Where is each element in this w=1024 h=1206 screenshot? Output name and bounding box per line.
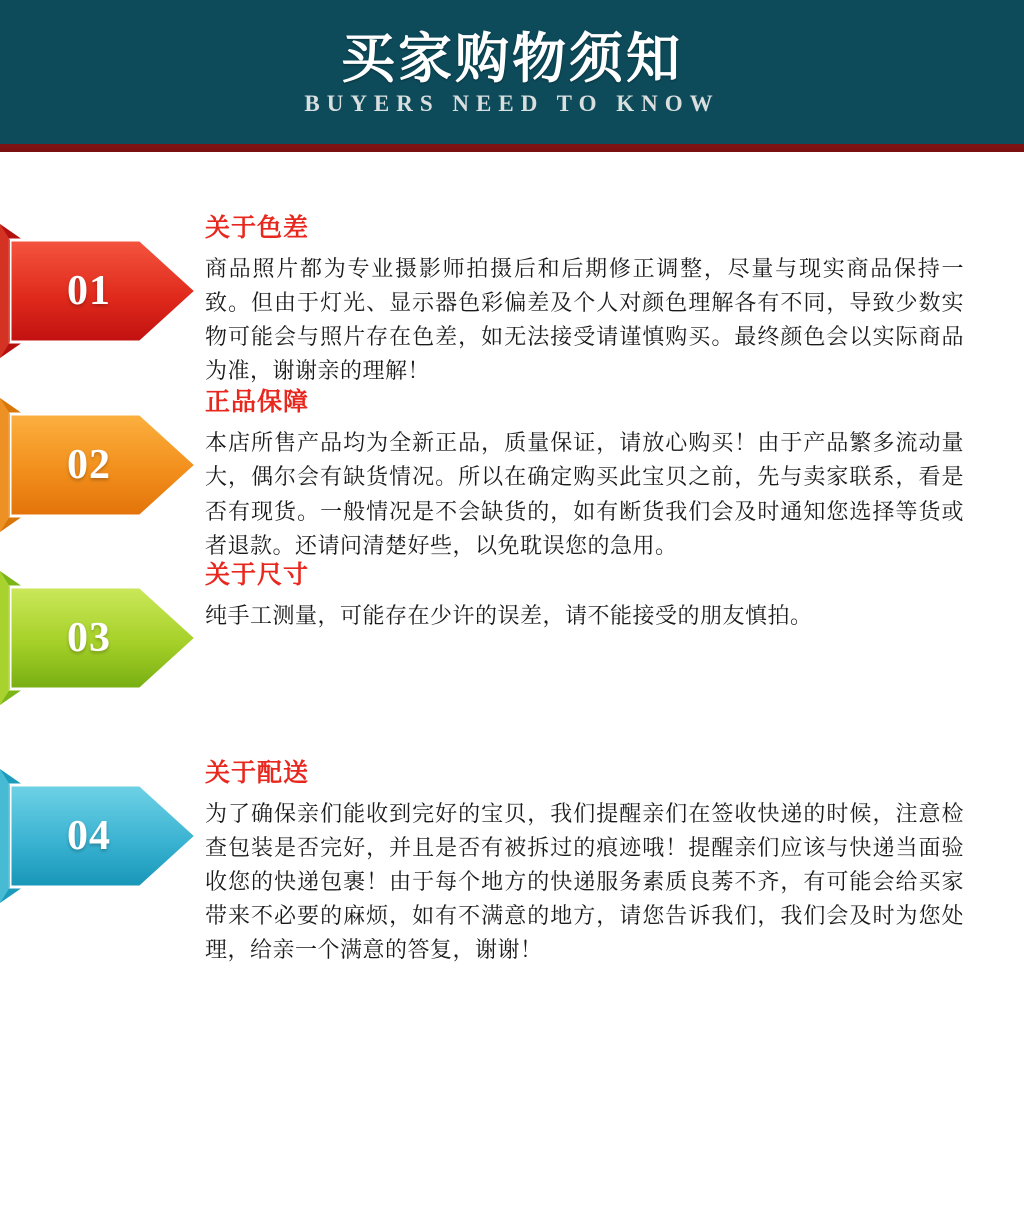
section-title: 关于色差 [205, 214, 310, 242]
notice-section [0, 202, 1024, 388]
arrow-badge-02 [0, 376, 205, 554]
section-number: 02 [67, 442, 111, 489]
section-number: 01 [67, 268, 111, 314]
section-text [205, 747, 1024, 967]
notice-section [0, 747, 1024, 967]
section-text [205, 376, 1024, 562]
section-body: 纯手工测量，可能存在少许的误差，请不能接受的朋友慎拍。 [205, 602, 813, 628]
section-body: 商品照片都为专业摄影师拍摄后和后期修正调整，尽量与现实商品保持一致。但由于灯光、显示器色彩偏差及个人对颜色理解各有不同，导致少数实物可能会与照片存在色差，如无法接受请谨慎购买。最终颜色会以实际商品为准，谢谢亲的理解！ [205, 256, 964, 384]
notice-section [0, 549, 1024, 727]
section-title: 关于尺寸 [205, 560, 310, 589]
section-title: 关于配送 [205, 758, 310, 787]
banner-bottom-rule [0, 144, 1024, 148]
banner-title: 买家购物须知 [341, 28, 683, 89]
section-text [205, 202, 1024, 388]
arrow-badge-03 [0, 549, 205, 727]
section-text [205, 549, 1024, 633]
banner-subtitle: BUYERS NEED TO KNOW [304, 91, 720, 117]
section-title: 正品保障 [205, 388, 310, 417]
arrow-badge-04 [0, 747, 205, 925]
arrow-badge-01 [0, 202, 205, 380]
page-header-banner [0, 0, 1024, 152]
section-body: 为了确保亲们能收到完好的宝贝，我们提醒亲们在签收快递的时候，注意检查包装是否完好，并且是否有被拆过的痕迹哦！提醒亲们应该与快递当面验收您的快递包裹！由于每个地方的快递服务素质良莠不齐，有可能会给买家带来不必要的麻烦，如有不满意的地方，请您告诉我们，我们会及时为您处理，给亲一个满意的答复，谢谢！ [205, 800, 964, 963]
section-body: 本店所售产品均为全新正品，质量保证，请放心购买！由于产品繁多流动量大，偶尔会有缺货情况。所以在确定购买此宝贝之前，先与卖家联系，看是否有现货。一般情况是不会缺货的，如有断货我们会及时通知您选择等货或者退款。还请问清楚好些，以免耽误您的急用。 [205, 430, 964, 558]
section-number: 04 [67, 812, 111, 859]
banner-text-group [0, 0, 1024, 148]
section-number: 03 [67, 614, 111, 661]
notice-section [0, 376, 1024, 562]
notice-sections [0, 202, 1024, 967]
